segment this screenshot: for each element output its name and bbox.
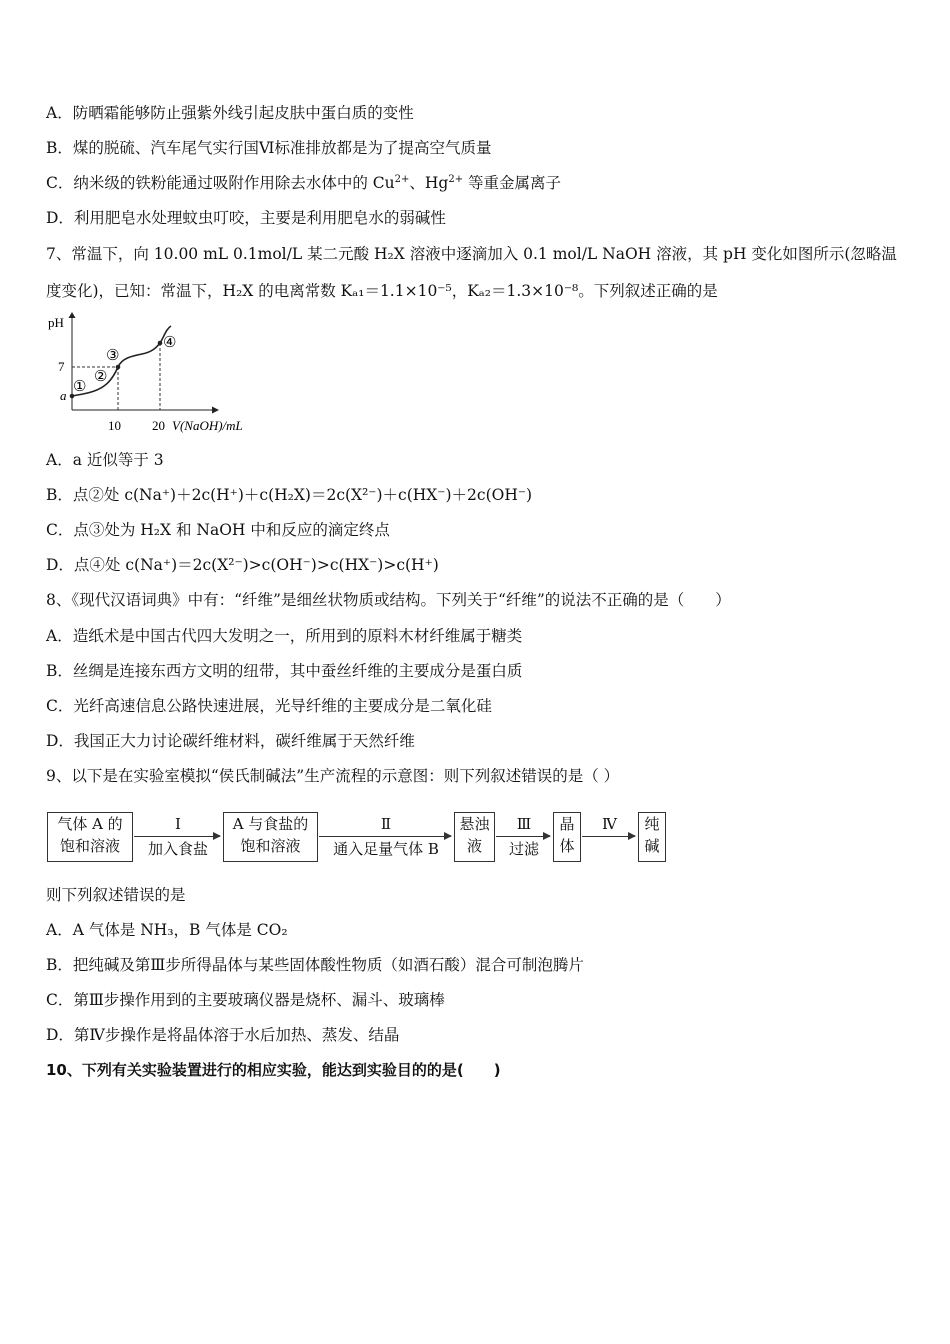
q6-option-a: A．防晒霜能够防止强紫外线引起皮肤中蛋白质的变性 bbox=[46, 104, 414, 122]
point-4-dot bbox=[158, 341, 163, 346]
flow-step1-desc: 加入食盐 bbox=[147, 840, 208, 858]
ph-titration-chart bbox=[44, 312, 264, 436]
q9-option-b: B．把纯碱及第Ⅲ步所得晶体与某些固体酸性物质（如酒石酸）混合可制泡腾片 bbox=[46, 956, 584, 974]
q6-option-c-sup1: 2+ bbox=[394, 173, 410, 185]
x-tick-20: 20 bbox=[152, 418, 165, 433]
q6-option-d: D．利用肥皂水处理蚊虫叮咬，主要是利用肥皂水的弱碱性 bbox=[46, 209, 446, 227]
flow-box5-line2: 碱 bbox=[644, 837, 660, 855]
flow-arrow-3 bbox=[496, 836, 550, 837]
q8-option-d: D．我国正大力讨论碳纤维材料，碳纤维属于天然纤维 bbox=[46, 732, 415, 750]
flow-diagram bbox=[0, 808, 950, 864]
q6-option-c bbox=[46, 173, 561, 193]
flow-box-crystal bbox=[553, 812, 581, 862]
flow-box4-line1: 晶 bbox=[559, 815, 575, 833]
q6-option-c-mid: 、Hg bbox=[409, 174, 449, 192]
flow-step3-numeral: Ⅲ bbox=[516, 815, 532, 833]
q7-stem-line2: 度变化)，已知：常温下，H₂X 的电离常数 Kₐ₁＝1.1×10⁻⁵，Kₐ₂＝1.3×10⁻⁸。下列叙述正确的是 bbox=[46, 282, 718, 300]
flow-box5-line1: 纯 bbox=[644, 815, 660, 833]
q6-option-c-pre: C．纳米级的铁粉能通过吸附作用除去水体中的 Cu bbox=[46, 174, 395, 192]
flow-arrow-1 bbox=[134, 836, 220, 837]
flow-box-gas-a-solution bbox=[47, 812, 133, 862]
q8-option-a: A．造纸术是中国古代四大发明之一，所用到的原料木材纤维属于糖类 bbox=[46, 627, 523, 645]
y-axis-arrow bbox=[69, 312, 76, 318]
q7-option-a: A．a 近似等于 3 bbox=[46, 451, 164, 469]
q6-option-b: B．煤的脱硫、汽车尾气实行国Ⅵ标准排放都是为了提高空气质量 bbox=[46, 139, 492, 157]
flow-box-a-salt-solution bbox=[223, 812, 318, 862]
q10-stem: 10、下列有关实验装置进行的相应实验，能达到实验目的的是( ) bbox=[46, 1061, 501, 1079]
q8-stem: 8、《现代汉语词典》中有：“纤维”是细丝状物质或结构。下列关于“纤维”的说法不正确的是（ ） bbox=[46, 591, 731, 609]
q9-option-a: A．A 气体是 NH₃，B 气体是 CO₂ bbox=[46, 921, 288, 939]
y-tick-a: a bbox=[60, 388, 67, 403]
q7-option-c: C．点③处为 H₂X 和 NaOH 中和反应的滴定终点 bbox=[46, 521, 390, 539]
flow-box2-line1: A 与食盐的 bbox=[232, 815, 309, 833]
q6-option-c-post: 等重金属离子 bbox=[463, 174, 562, 192]
y-axis-label: pH bbox=[48, 315, 64, 330]
flow-arrow-4 bbox=[582, 836, 635, 837]
flow-box-suspension bbox=[454, 812, 495, 862]
flow-box2-line2: 饱和溶液 bbox=[240, 837, 301, 855]
flow-step2-numeral: Ⅱ bbox=[380, 815, 392, 833]
q7-stem-line1: 7、常温下，向 10.00 mL 0.1mol/L 某二元酸 H₂X 溶液中逐滴加入 0.1 mol/L NaOH 溶液，其 pH 变化如图所示(忽略温 bbox=[46, 245, 897, 263]
flow-box1-line1: 气体 A 的 bbox=[57, 815, 123, 833]
point-1-label: ① bbox=[73, 379, 87, 395]
flow-step3-desc: 过滤 bbox=[508, 840, 539, 858]
q8-option-c: C．光纤高速信息公路快速进展，光导纤维的主要成分是二氧化硅 bbox=[46, 697, 492, 715]
q7-option-d: D．点④处 c(Na⁺)＝2c(X²⁻)>c(OH⁻)>c(HX⁻)>c(H⁺) bbox=[46, 556, 439, 574]
point-3-dot bbox=[116, 365, 121, 370]
point-2-label: ② bbox=[94, 369, 108, 385]
flow-box1-line2: 饱和溶液 bbox=[59, 837, 120, 855]
q9-stem: 9、以下是在实验室模拟“侯氏制碱法”生产流程的示意图：则下列叙述错误的是（ ） bbox=[46, 767, 620, 785]
x-axis-label: V(NaOH)/mL bbox=[172, 418, 243, 433]
point-3-label: ③ bbox=[106, 348, 120, 364]
flow-box3-line2: 液 bbox=[466, 837, 482, 855]
y-tick-7: 7 bbox=[58, 359, 65, 374]
q8-option-b: B．丝绸是连接东西方文明的纽带，其中蚕丝纤维的主要成分是蛋白质 bbox=[46, 662, 523, 680]
flow-step4-numeral: Ⅳ bbox=[602, 815, 617, 833]
flow-box3-line1: 悬浊 bbox=[459, 815, 490, 833]
flow-step2-desc: 通入足量气体 B bbox=[333, 840, 439, 858]
x-axis-arrow bbox=[212, 407, 219, 414]
q7-option-b: B．点②处 c(Na⁺)＋2c(H⁺)＋c(H₂X)＝2c(X²⁻)＋c(HX⁻)＋2c(OH⁻) bbox=[46, 486, 533, 504]
flow-box-soda-ash bbox=[638, 812, 666, 862]
x-tick-10: 10 bbox=[108, 418, 121, 433]
point-4-label: ④ bbox=[163, 335, 177, 351]
q6-option-c-sup2: 2+ bbox=[448, 173, 464, 185]
ph-curve bbox=[72, 326, 171, 396]
flow-arrow-2 bbox=[319, 836, 451, 837]
flow-box4-line2: 体 bbox=[559, 837, 575, 855]
q9-sub-stem: 则下列叙述错误的是 bbox=[46, 886, 186, 904]
q9-option-d: D．第Ⅳ步操作是将晶体溶于水后加热、蒸发、结晶 bbox=[46, 1026, 400, 1044]
q9-option-c: C．第Ⅲ步操作用到的主要玻璃仪器是烧杯、漏斗、玻璃棒 bbox=[46, 991, 445, 1009]
flow-step1-numeral: Ⅰ bbox=[175, 815, 181, 833]
